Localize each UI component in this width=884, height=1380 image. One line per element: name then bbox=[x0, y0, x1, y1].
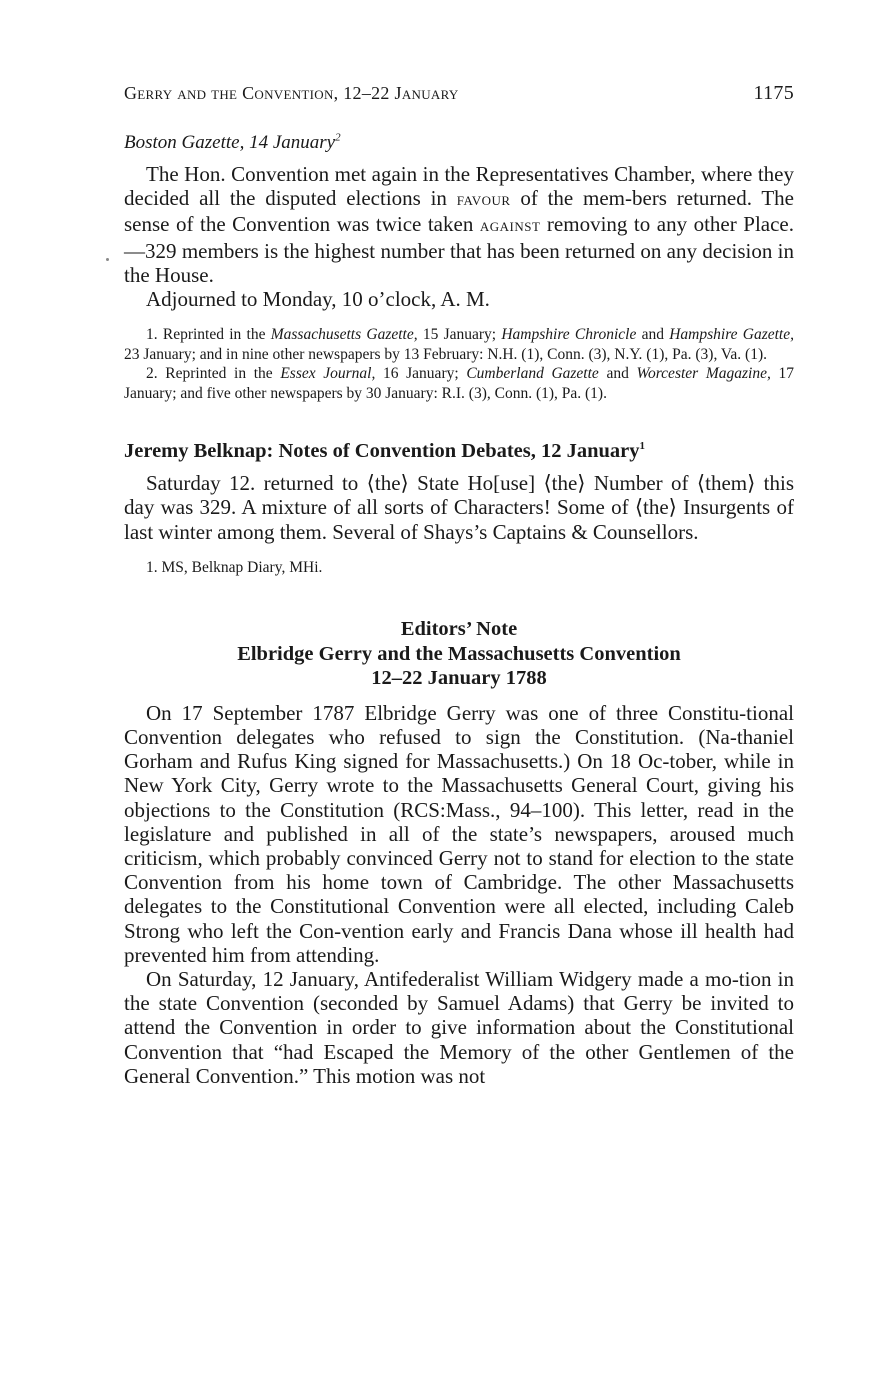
source-title bbox=[124, 130, 794, 156]
text-run: 2. Reprinted in the bbox=[146, 365, 281, 383]
italic-run: Massachusetts Gazette, bbox=[270, 326, 418, 344]
italic-run: Worcester Magazine, bbox=[636, 365, 771, 383]
italic-run: Cumberland Gazette bbox=[466, 365, 599, 383]
italic-run: Essex Journal, bbox=[280, 365, 376, 383]
text-run: removing to any other Place.—329 members is the highest number that has been returned on any decision in the House. bbox=[124, 212, 794, 287]
document-page bbox=[124, 82, 794, 1088]
footnote-ref: 2 bbox=[335, 131, 341, 144]
text-run: of the mem-bers returned. The sense of the Convention was twice taken bbox=[124, 186, 795, 237]
footnotes bbox=[124, 558, 794, 578]
editors-note-heading bbox=[124, 617, 794, 691]
text-run: 1. Reprinted in the bbox=[146, 326, 271, 344]
body-paragraph: Adjourned to Monday, 10 o’clock, A. M. bbox=[146, 287, 490, 312]
page-number: 1175 bbox=[753, 82, 794, 104]
text-run: 23 January; and in nine other newspapers by 13 February: N.H. (1), Conn. (3), N.Y. (1), Pa. (3), Va. (1). bbox=[124, 345, 767, 363]
text-run: The Hon. Convention met again in the Representatives Chamber, where they decided all the disputed elections in bbox=[124, 162, 794, 211]
section-heading-text: Jeremy Belknap: Notes of Convention Debates, 12 January bbox=[124, 440, 640, 463]
footnote bbox=[124, 364, 794, 403]
text-run: 17 January; and five other newspapers by 30 January: R.I. (3), Conn. (1), Pa. (1). bbox=[124, 365, 794, 402]
text-run: 16 January; bbox=[375, 365, 467, 383]
running-head bbox=[124, 82, 794, 110]
small-caps-word: favour bbox=[456, 189, 511, 211]
text-run: and bbox=[636, 326, 670, 344]
body-paragraph bbox=[124, 162, 794, 287]
heading-line: Elbridge Gerry and the Massachusetts Convention bbox=[237, 642, 681, 665]
source-title-text: Boston Gazette, 14 January bbox=[124, 132, 336, 153]
running-head-title: Gerry and the Convention, 12–22 January bbox=[124, 83, 459, 103]
heading-line: Editors’ Note bbox=[400, 618, 518, 641]
footnotes bbox=[124, 325, 794, 403]
italic-run: Hampshire Gazette, bbox=[669, 326, 794, 344]
body-paragraph: Saturday 12. returned to ⟨the⟩ State Ho[use] ⟨the⟩ Number of ⟨them⟩ this day was 329. A mixture of all sorts of Characters! Some of ⟨the⟩ Insurgents of last winter among them. Several of Shays’s Captains & Counsellors. bbox=[124, 471, 794, 544]
footnote-ref: 1 bbox=[639, 440, 646, 453]
footnote bbox=[124, 325, 794, 364]
section-heading bbox=[124, 437, 794, 465]
body-paragraph: On Saturday, 12 January, Antifederalist William Widgery made a mo-tion in the state Convention (seconded by Samuel Adams) that Gerry be invited to attend the Convention in order to give information about the Constitutional Convention that “had Escaped the Memory of the other Gentlemen of the General Convention.” This motion was not bbox=[124, 967, 794, 1088]
heading-line: 12–22 January 1788 bbox=[371, 667, 547, 690]
italic-run: Hampshire Chronicle bbox=[501, 326, 637, 344]
body-paragraph: On 17 September 1787 Elbridge Gerry was one of three Constitu-tional Convention delegates who refused to sign the Constitution. (Na-thaniel Gorham and Rufus King signed for Massachusetts.) On 18 Oc-tober, while in New York City, Gerry wrote to the Massachusetts General Court, giving his objections to the Constitution (RCS:Mass., 94–100). This letter, read in the legislature and published in all of the state’s newspapers, aroused much criticism, which probably convinced Gerry not to stand for election to the state Convention from his home town of Cambridge. The other Massachusetts delegates to the Constitutional Convention were all elected, including Caleb Strong who left the Con-vention early and Francis Dana whose ill health had prevented him from attending. bbox=[124, 700, 794, 967]
scan-speck bbox=[106, 258, 109, 261]
small-caps-word: against bbox=[479, 215, 541, 237]
text-run: and bbox=[598, 365, 637, 383]
text-run: 15 January; bbox=[417, 326, 502, 344]
footnote: 1. MS, Belknap Diary, MHi. bbox=[146, 558, 323, 576]
